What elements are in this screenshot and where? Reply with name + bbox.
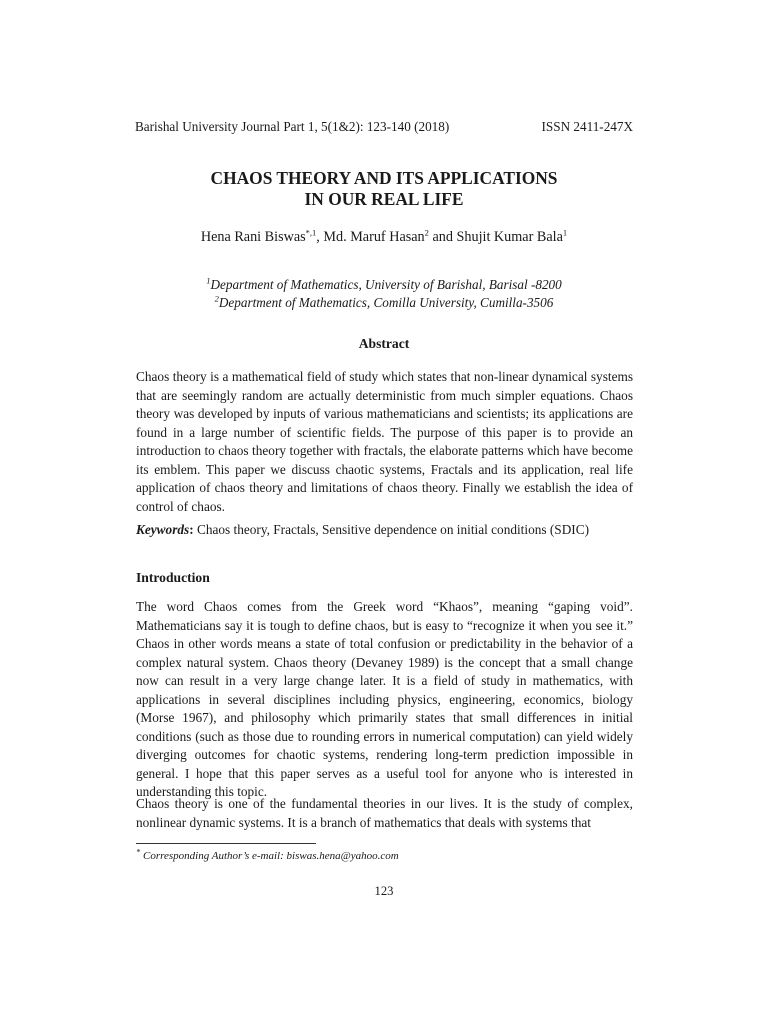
author-1: Hena Rani Biswas	[200, 229, 306, 245]
footnote-text: Corresponding Author’s e-mail: biswas.hena@yahoo.com	[140, 850, 399, 862]
author-3: and Shujit Kumar Bala	[428, 229, 563, 245]
keywords-line	[136, 522, 633, 538]
introduction-paragraph-1: The word Chaos comes from the Greek word “Khaos”, meaning “gaping void”. Mathematicians say it is tough to define chaos, but is easy to “recognize it when you see it.” Chaos in other words means a state of total confusion or predictability in the behavior of a complex natural system. Chaos theory (Devaney 1989) is the concept that a small change now can result in a very large change later. It is a field of study in mathematics, with applications in several disciplines including physics, engineering, economics, biology (Morse 1967), and philosophy which primarily states that small differences in initial conditions (such as those due to rounding errors in numerical computation) can yield widely diverging outcomes for chaotic systems, rendering long-term prediction impossible in general. I hope that this paper serves as a useful tool for anyone who is interested in understanding this topic.	[136, 599, 633, 799]
title-line-2: IN OUR REAL LIFE	[304, 189, 464, 209]
abstract-heading: Abstract	[358, 336, 410, 351]
affiliation-1-marker: 1	[206, 275, 211, 286]
affiliation-2-marker: 2	[214, 293, 219, 304]
affiliation-1-text: Department of Mathematics, University of Barishal, Barisal -8200	[210, 277, 562, 292]
author-list	[0, 229, 768, 246]
author-1-marker: *,1	[305, 227, 317, 238]
footnote-divider	[136, 843, 316, 844]
author-2: , Md. Maruf Hasan	[316, 229, 425, 245]
keywords-label: Keywords	[136, 522, 190, 537]
introduction-heading: Introduction	[136, 570, 210, 585]
affiliations	[0, 276, 768, 312]
author-2-marker: 2	[424, 227, 429, 238]
title-line-1: CHAOS THEORY AND ITS APPLICATIONS	[210, 168, 558, 188]
affiliation-2	[0, 294, 768, 312]
footnote-marker: *	[136, 846, 141, 857]
affiliation-2-text: Department of Mathematics, Comilla University, Cumilla-3506	[218, 295, 554, 310]
page-number: 123	[374, 884, 394, 898]
author-3-marker: 1	[562, 227, 568, 238]
keywords-text: Chaos theory, Fractals, Sensitive dependence on initial conditions (SDIC)	[193, 522, 590, 537]
paper-title	[0, 168, 768, 210]
footnote	[136, 846, 399, 862]
introduction-paragraph-2: Chaos theory is one of the fundamental theories in our lives. It is the study of complex, nonlinear dynamic systems. It is a branch of mathematics that deals with systems that	[136, 796, 633, 830]
abstract-text: Chaos theory is a mathematical field of study which states that non-linear dynamical systems that are seemingly random are actually deterministic from much simpler equations. Chaos theory was developed by inputs of various mathematicians and scientists; its applications are found in a large number of scientific fields. The purpose of this paper is to provide an introduction to chaos theory together with fractals, the elaborate patterns which have become its emblem. This paper we discuss chaotic systems, Fractals and its application, real life application of chaos theory and limitations of chaos theory. Finally we establish the idea of control of chaos.	[136, 369, 633, 514]
affiliation-1	[0, 276, 768, 294]
issn-number: ISSN 2411-247X	[541, 119, 633, 134]
journal-citation: Barishal University Journal Part 1, 5(1&2): 123-140 (2018)	[135, 119, 450, 134]
keywords-colon: :	[189, 522, 194, 537]
